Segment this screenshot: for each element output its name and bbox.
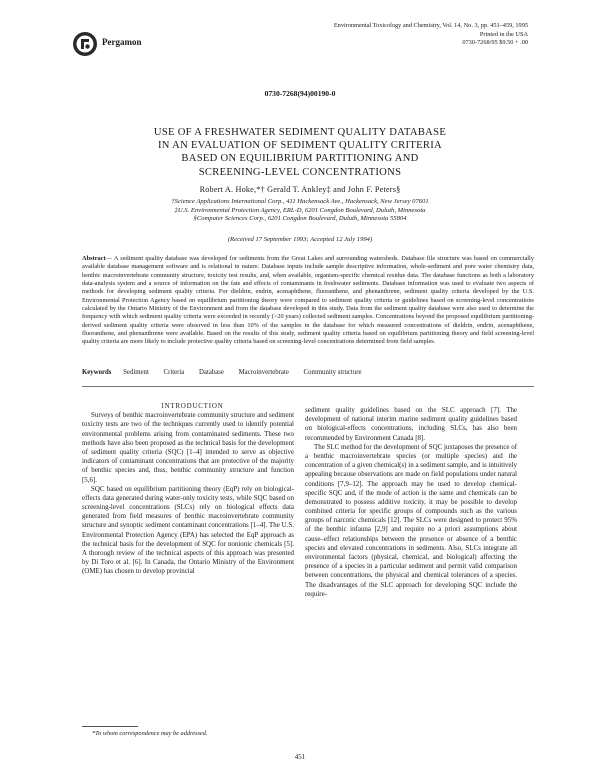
title-line: USE OF A FRESHWATER SEDIMENT QUALITY DATABASE [153, 127, 447, 138]
title-line: IN AN EVALUATION OF SEDIMENT QUALITY CRITERIA [157, 140, 442, 152]
abstract [82, 255, 534, 347]
journal-line: Printed in the USA [479, 30, 528, 38]
abstract-text: — A sediment quality database was developed for sediments from the Great Lakes and surrounding watersheds. Database file structure was based on commercially available database management software and is relational in nature. Database inputs include sample descriptive information, whole-sediment and pore water chemistry data, benthic macroinvertebrate community structure, toxicity test results, and, when available, organism-specific chemical residue data. The database functions as both a laboratory data-analysis system and a source of information on the fate and effects of contaminants in freshwater sediments. Database information was used to evaluate two aspects of methods for developing sediment quality criteria. For dieldrin, endrin, acenaphthene, fluoranthene, and phenanthrene, sediment quality criteria developed by the U.S. Environmental Protection Agency based on equilibrium partitioning theory were compared to sediment quality criteria or guidelines based on screening-level concentrations calculated by the Ontario Ministry of the Environment and from the database developed in this study. Data from the sediment quality database were also used to determine the frequency with which sediment quality criteria were exceeded in recently (>20 years) collected sediment samples. Concentrations beyond the proposed equilibrium partitioning-derived sediment quality criteria were observed in less than 10% of the samples in the database for which measured concentrations of dieldrin, endrin, acenaphthene, fluoranthene, and phenanthrene were available. Based on the results of this study, sediment quality criteria based on equilibrium partitioning theory and field screening-level quality criteria are more likely to include protective quality criteria based on screening-level concentrations determined from field samples. [82, 255, 534, 346]
body-paragraph: The SLC method for the development of SQC juxtaposes the presence of a benthic macroinvertebrate species (or multiple species) and the concentration of a given chemical(s) in a sediment sample, and is intuitively appealing because observations are made on field populations under natural conditions [7,9–12]. The approach may be used to develop chemical-specific SQC and, if the mode of action is the same and chemicals can be demonstrated to possess additive toxicity, it may be possible to develop combined criteria for specific groups of compounds such as the various groups of narcotic chemicals [12]. The SLCs were designed to protect 95% of the benthic infauna [2,9] and require no a priori assumptions about cause–effect relationships between the presence or absence of a benthic species and elevated concentrations in sediments. Also, SLCs integrate all environmental factors (physical, chemical, and biological) affecting the presence of a species in a particular sediment and permit valid comparison between concentrations, the physical and chemical tolerances of a species. The disadvantages of the SLC approach for developing SQC include the require- [305, 442, 517, 598]
body-column-left [82, 402, 294, 577]
affiliations [60, 198, 540, 224]
publisher-name: Pergamon [102, 37, 142, 47]
journal-citation [334, 22, 528, 48]
title-line: SCREENING-LEVEL CONCENTRATIONS [198, 166, 402, 178]
journal-line: Environmental Toxicology and Chemistry, Vol. 14, No. 3, pp. 451–459, 1995 [333, 22, 528, 29]
keyword: Community structure [303, 369, 362, 376]
body-paragraph: SQC based on equilibrium partitioning theory (EqP) rely on biological-effects data generated during water-only toxicity tests, while SQC based on screening-level concentrations (SLCs) rely on biological effects data generated from field measures of benthic macroinvertebrate community structure and synoptic sediment contaminant concentrations [1–4]. The U.S. Environmental Protection Agency (EPA) has selected the EqP approach as the technical basis for the development of SQC for nonionic chemicals [5]. A thorough review of the technical aspects of this approach was presented by Di Toro et al. [6]. In Canada, the Ontario Ministry of the Environment (OME) has chosen to develop provincial [82, 484, 294, 576]
title-line: BASED ON EQUILIBRIUM PARTITIONING AND [181, 153, 419, 165]
affiliation-line: †Science Applications International Corp., 411 Hackensack Ave., Hackensack, New Jersey 07601 [171, 198, 429, 205]
footnote: *To whom correspondence may be addressed. [92, 730, 208, 737]
keyword: Sediment [123, 369, 149, 376]
keyword: Criteria [163, 369, 185, 376]
page-number: 451 [294, 753, 306, 761]
affiliation-line: ‡U.S. Environmental Protection Agency, ERL-D, 6201 Congdon Boulevard, Duluth, Minnesota [174, 206, 426, 214]
keywords-label: Keywords [82, 369, 112, 376]
keyword: Macroinvertebrate [238, 369, 289, 376]
article-doi: 0730-7268(94)00190-0 [264, 89, 336, 98]
body-paragraph: Surveys of benthic macroinvertebrate community structure and sediment toxicity tests are two of the techniques currently used to identify potential environmental problems arising from contaminated sediments. These two methods have also been proposed as the technical basis for the development of sediment quality criteria (SQC) [1–4] intended to serve as objective indicators of contaminant concentrations that are protective of the majority of benthic species and, thus, benthic community structure and function [5,6]. [82, 411, 294, 484]
pergamon-logo-icon [72, 31, 98, 57]
section-divider [82, 386, 534, 387]
affiliation-line: §Computer Sciences Corp., 6201 Congdon Boulevard, Duluth, Minnesota 55804 [193, 215, 407, 223]
body-column-right [305, 406, 517, 599]
body-paragraph: sediment quality guidelines based on the SLC approach [7]. The development of national interim marine sediment quality guidelines based on biological-effects concentrations, including SLCs, has also been recommended by Environment Canada [8]. [305, 406, 517, 442]
abstract-label: Abstract [82, 255, 106, 262]
keyword: Database [199, 369, 224, 376]
introduction-heading: INTRODUCTION [161, 403, 224, 410]
article-title [80, 126, 520, 179]
author-list: Robert A. Hoke,*† Gerald T. Ankley‡ and John F. Peters§ [199, 185, 401, 194]
footnote-divider [82, 726, 138, 727]
journal-line: 0730-7268/95 $9.50 + .00 [462, 39, 528, 47]
keywords [82, 369, 534, 376]
received-dates: (Received 17 September 1993; Accepted 12 July 1994) [227, 236, 373, 243]
